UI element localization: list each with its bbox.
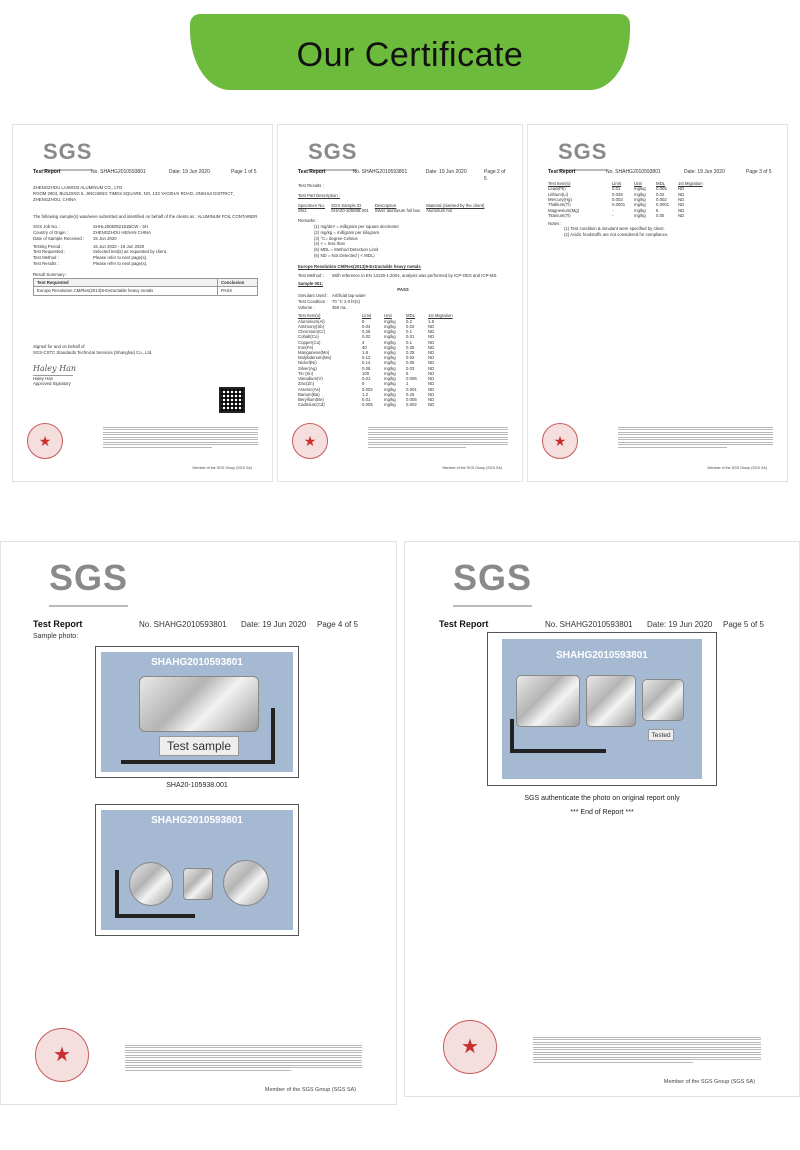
report-header [548, 169, 773, 176]
signed-text: Signed for and on behalf of SGS-CSTC Standards Technical Services (Shanghai) Co., Ltd. [33, 344, 153, 355]
table-row: Tin (Sn) 100 mg/kg 5 ND [298, 370, 435, 376]
photo-auth-note: SGS authenticate the photo on original report only [524, 795, 680, 802]
table-row: Magnesium(Mg) - mg/kg 5 ND [548, 207, 685, 213]
table-row: Antimony(Sb) 0.04 mg/kg 0.02 ND [298, 323, 435, 329]
signature: Haley Han [33, 363, 76, 373]
report-title: Test Report [548, 169, 576, 175]
sgs-stamp-icon: ★ [35, 1028, 89, 1082]
table-row: Titanium(Ti) - mg/kg 0.05 ND [548, 213, 685, 219]
ruler [121, 760, 275, 764]
metals-table: Test Item(s) Limit Unit MDL 1st Migration Lead(Pb) 0.01 mg/kg 0.005 ND Lithium(Li) 0.048 mg/kg 0.02 ND Mercury(Hg) 0.003 mg/kg 0.002 ND Thallium(Tl) 0.0001 mg/kg 0.0001 ND Magnesium(Mg) - mg/kg 5 ND Titanium(Ti) - mg/kg 0.05 ND [548, 181, 709, 219]
member-text: Member of the SGS Group (SGS SA) [264, 1086, 356, 1093]
table-row: Vanadium(V) 0.01 mg/kg 0.005 ND [298, 376, 435, 382]
photo-id-label: SHAHG2010593801 [151, 815, 243, 826]
pass-label: PASS [397, 287, 409, 293]
member-text: Member of the SGS Group (SGS SA) [663, 1078, 755, 1085]
banner-title: Our Certificate [296, 36, 524, 74]
report-page-4 [0, 541, 397, 1105]
ruler [115, 914, 195, 918]
part-description-label: Test Part Description : [298, 192, 341, 198]
table-row: Aluminium(Al) 5 mg/kg 0.2 1.8 [298, 318, 434, 324]
report-page-5 [404, 541, 800, 1097]
table-row: Silver(Ag) 0.08 mg/kg 0.03 ND [298, 365, 435, 371]
sgs-logo: SGS [43, 137, 92, 171]
sample-photo-1 [95, 646, 299, 778]
terms-fine-print [125, 1045, 362, 1073]
report-title: Test Report [298, 169, 326, 175]
table-row: Lithium(Li) 0.048 mg/kg 0.02 ND [548, 191, 685, 197]
sgs-stamp-icon: ★ [443, 1020, 497, 1074]
report-title: Test Report [33, 169, 61, 175]
report-title: Test Report [33, 619, 83, 629]
table-row: Cadmium(Cd) 0.005 mg/kg 0.002 ND [298, 402, 435, 408]
notes-list: (1) Test condition & simulant were specified by client. (2) Acidic foodstuffs are not considered for compliance. [564, 226, 669, 238]
photo-id-label: SHAHG2010593801 [151, 657, 243, 668]
square-container [183, 868, 213, 900]
foil-tray [642, 679, 684, 721]
page-number: Page 4 of 5 [317, 620, 358, 629]
page-number: Page 2 of 5 [483, 169, 506, 182]
certificate-banner [190, 14, 630, 90]
sgs-stamp-icon: ★ [292, 423, 328, 459]
report-date: Date: 19 Jun 2020 [647, 620, 713, 629]
job-fields: SGS Job No. : SHHL2006052161BCW - SH Country of Origin : ZHENGZHOU HENAN CHINA Date of Sample Received : 15 Jun 2020 Testing Period : 15 Jun 2020 - 19 Jun 2020 Test Requested : Selected test(s) as requested by client. Test Method : Please refer to next page(s). Test Results : Please refer to next page(s). [33, 224, 168, 266]
table-row: Iron(Fe) 40 mg/kg 0.25 ND [298, 344, 435, 350]
table-row: Nickel(Ni) 0.14 mg/kg 0.05 ND [298, 360, 435, 366]
sgs-logo: SGS [558, 137, 607, 171]
report-title: Test Report [439, 619, 489, 629]
ruler [510, 749, 606, 753]
round-container [129, 862, 173, 906]
sgs-stamp-icon: ★ [542, 423, 578, 459]
member-text: Member of the SGS Group (SGS SA) [192, 466, 252, 471]
client-address: ZHENGZHOU LAIWOSI ALUMINUM CO., LTD ROOM 2904, BUILDING 6, JINCHENG TIMES SQUARE, NO. 133 YAOZHAI ROAD, JINSHUI DISTRICT, ZHENGZHOU, CHINA [33, 185, 234, 202]
qr-code [219, 387, 245, 413]
table-row: Cobalt(Co) 0.02 mg/kg 0.01 ND [298, 334, 435, 340]
terms-fine-print [618, 427, 773, 450]
test-conditions: Simulant Used : Artificial tap water Test Condition : 70 °C 2.0 hr(s) Volume : 350 mL [298, 292, 366, 310]
signer-name: Haley Han [33, 375, 73, 382]
ruler-vertical [115, 870, 119, 918]
table-row: Manganese(Mn) 1.8 mg/kg 0.25 ND [298, 349, 435, 355]
sgs-stamp-icon: ★ [27, 423, 63, 459]
sample-card: Test sample [159, 736, 239, 756]
report-number: No. SHAHG2010593801 [545, 620, 633, 629]
terms-fine-print [103, 427, 258, 450]
table-row: Chromium(Cr) 0.25 mg/kg 0.1 ND [298, 329, 435, 335]
table-row: Beryllium(Be) 0.01 mg/kg 0.005 ND [298, 397, 435, 403]
page-number: Page 1 of 5 [231, 169, 257, 175]
member-text: Member of the SGS Group (SGS SA) [442, 466, 502, 471]
ruler-vertical [271, 708, 275, 764]
table-row: Lead(Pb) 0.01 mg/kg 0.005 ND [548, 186, 685, 192]
report-number: No. SHAHG2010593801 [139, 620, 227, 629]
page-number: Page 3 of 5 [746, 169, 772, 175]
two-compartment-tray [586, 675, 636, 727]
sample-label: Sample 001: [298, 281, 324, 287]
sgs-logo: SGS [453, 554, 532, 607]
table-row: Barium(Ba) 1.2 mg/kg 0.25 ND [298, 391, 435, 397]
specimen-table: Specimen No. SGS Sample ID Description Material (claimed by the client) SN1 SHA20-105938.001 Silver aluminum foil box Aluminum foil [298, 202, 485, 214]
report-number: No. SHAHG2010593801 [91, 169, 146, 175]
sgs-logo: SGS [308, 137, 357, 171]
tested-tag: Tested [648, 729, 674, 741]
report-page-2: SGS Test Report No. SHAHG2010593801 Date: 19 Jun 2020 Page 2 of 5 Test Results : Test Part Description : Specimen No. SGS Sample ID Description Material (claimed by the client) SN1 SHA20-105938.001 Silver aluminum foil box Aluminum foil Remarks : (1) mg/dm² = milligram per square decimeter (2) mg/kg = milligram per kilogram (3) °C= degree Celsius (4) < = less than (5) MDL = Method Detection Limit (6) ND = Not Detected ( < MDL) Europe Resolution CM/Res(2013)9-Extractable heavy metals Test Method : With reference to EN 13130-1:2004, analysis was performed by ICP-OES and ICP-MS. Sample 001: PASS Simulant Used : Artificial tap water Test Condition : 70 °C 2.0 hr(s) Volume : 350 mL Test Item(s) Limit Unit MDL 1st Migration Aluminium(Al) 5 mg/kg 0.2 1.8 Antimony(Sb) 0.04 mg/kg 0.02 ND Chromium(Cr) 0.25 mg/kg 0.1 ND Cobalt(Co) 0.02 mg/kg 0.01 ND Copper(Cu) 4 mg/kg 0.1 ND Iron(Fe) 40 mg/kg 0.25 ND Manganese(Mn) 1.8 mg/kg 0.25 ND Molybdenum(Mo) 0.12 mg/kg 0.02 ND Nickel(Ni) 0.14 mg/kg 0.05 ND Silver(Ag) 0.08 mg/kg 0.03 ND Tin (Sn) 100 mg/kg 5 ND Vanadium(V) 0.01 mg/kg 0.005 ND Zinc(Zn) 5 mg/kg 1 ND Arsenic(As) 0.002 mg/kg 0.001 ND Barium(Ba) 1.2 mg/kg 0.25 ND Beryllium(Be) 0.01 mg/kg 0.005 ND Cadmium(Cd) 0.005 mg/kg 0.002 ND ★ Member of the SGS Group (SGS SA) [277, 124, 523, 482]
result-summary-table: Test Requested Conclusion Europe Resolution CM/Res(2013)9-Extractable heavy metals PASS [33, 278, 258, 297]
remarks-list: (1) mg/dm² = milligram per square decimeter (2) mg/kg = milligram per kilogram (3) °C= degree Celsius (4) < = less than (5) MDL = Method Detection Limit (6) ND = Not Detected ( < MDL) [314, 223, 399, 258]
metals-table: Test Item(s) Limit Unit MDL 1st Migration Aluminium(Al) 5 mg/kg 0.2 1.8 Antimony(Sb) 0.04 mg/kg 0.02 ND Chromium(Cr) 0.25 mg/kg 0.1 ND Cobalt(Co) 0.02 mg/kg 0.01 ND Copper(Cu) 4 mg/kg 0.1 ND Iron(Fe) 40 mg/kg 0.25 ND Manganese(Mn) 1.8 mg/kg 0.25 ND Molybdenum(Mo) 0.12 mg/kg 0.02 ND Nickel(Ni) 0.14 mg/kg 0.05 ND Silver(Ag) 0.08 mg/kg 0.03 ND Tin (Sn) 100 mg/kg 5 ND Vanadium(V) 0.01 mg/kg 0.005 ND Zinc(Zn) 5 mg/kg 1 ND Arsenic(As) 0.002 mg/kg 0.001 ND Barium(Ba) 1.2 mg/kg 0.25 ND Beryllium(Be) 0.01 mg/kg 0.005 ND Cadmium(Cd) 0.005 mg/kg 0.002 ND [298, 313, 459, 407]
sample-photo-label: Sample photo: [33, 633, 79, 640]
member-text: Member of the SGS Group (SGS SA) [707, 466, 767, 471]
sample-photo-2 [95, 804, 299, 936]
remarks-title: Remarks : [298, 218, 318, 224]
photo-id-label: SHAHG2010593801 [556, 650, 648, 661]
report-date: Date: 19 Jun 2020 [684, 169, 725, 175]
sgs-logo: SGS [49, 554, 128, 607]
result-summary-title: Result Summary : [33, 271, 68, 277]
intro-text: The following sample(s) was/were submitted and identified on behalf of the clients as : ALUMINUM FOIL CONTAINER [33, 214, 258, 220]
table-row: Arsenic(As) 0.002 mg/kg 0.001 ND [298, 386, 435, 392]
table-row: Mercury(Hg) 0.003 mg/kg 0.002 ND [548, 197, 685, 203]
report-page-1 [12, 124, 273, 482]
terms-fine-print [368, 427, 508, 450]
report-page-3 [527, 124, 788, 482]
report-header [33, 618, 382, 631]
report-number: No. SHAHG2010593801 [352, 169, 408, 175]
three-compartment-tray [516, 675, 580, 727]
photo-caption: SHA20-105938.001 [166, 782, 228, 789]
page-number: Page 5 of 5 [723, 620, 764, 629]
report-date: Date: 19 Jun 2020 [241, 620, 307, 629]
foil-tray [139, 676, 259, 732]
notes-title: Notes : [548, 220, 562, 226]
report-number: No. SHAHG2010593801 [606, 169, 661, 175]
table-row: Molybdenum(Mo) 0.12 mg/kg 0.02 ND [298, 355, 435, 361]
end-of-report: *** End of Report *** [570, 809, 634, 816]
section-title: Europe Resolution CM/Res(2013)9-Extractable heavy metals [298, 263, 421, 269]
table-row: Thallium(Tl) 0.0001 mg/kg 0.0001 ND [548, 202, 685, 208]
report-header [439, 618, 785, 631]
report-header [33, 169, 258, 176]
report-date: Date: 19 Jun 2020 [425, 169, 467, 175]
table-row: Zinc(Zn) 5 mg/kg 1 ND [298, 381, 435, 387]
table-row: Copper(Cu) 4 mg/kg 0.1 ND [298, 339, 435, 345]
sample-photo-3 [487, 632, 717, 786]
report-header [298, 169, 508, 183]
results-label: Test Results : [298, 183, 324, 188]
signer-title: Approved Signatory [33, 381, 71, 387]
report-date: Date: 19 Jun 2020 [169, 169, 210, 175]
ruler-vertical [510, 719, 514, 753]
terms-fine-print [533, 1037, 761, 1065]
round-container [223, 860, 269, 906]
